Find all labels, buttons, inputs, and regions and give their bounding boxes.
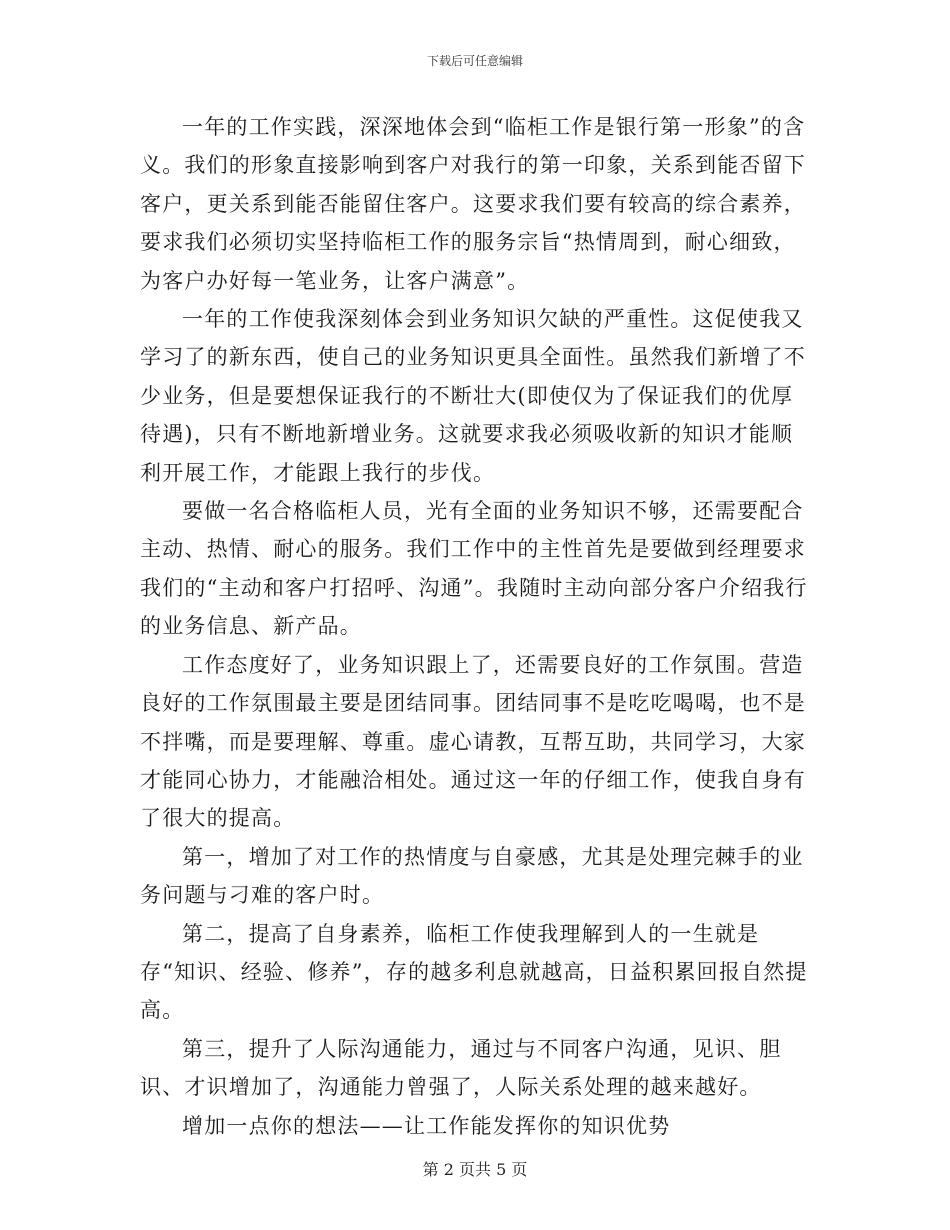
page-header: 下载后可任意编辑 xyxy=(426,54,523,68)
paragraph-closing-heading: 增加一点你的想法——让工作能发挥你的知识优势 xyxy=(182,1113,671,1138)
paragraph-point-three: 第三，提升了人际沟通能力，通过与不同客户沟通，见识、胆识、才识增加了，沟通能力曾强了，人际关系处理的越来越好。 xyxy=(140,1036,782,1100)
paragraph-business-knowledge: 一年的工作使我深刻体会到业务知识欠缺的严重性。这促使我又学习了的新东西，使自己的业务知识更具全面性。虽然我们新增了不少业务，但是要想保证我行的不断壮大(即使仅为了保证我们的优厚待遇)，只有不断地新增业务。这就要求我必须吸收新的知识才能顺利开展工作，才能跟上我行的步伐。 xyxy=(140,307,806,485)
paragraph-image-of-counter-work: 一年的工作实践，深深地体会到“临柜工作是银行第一形象”的含义。我们的形象直接影响到客户对我行的第一印象，关系到能否留下客户，更关系到能否能留住客户。这要求我们要有较高的综合素养，要求我们必须切实坚持临柜工作的服务宗旨“热情周到，耐心细致，为客户办好每一笔业务，让客户满意”。 xyxy=(140,115,806,293)
paragraph-service-attitude: 要做一名合格临柜人员，光有全面的业务知识不够，还需要配合主动、热情、耐心的服务。我们工作中的主性首先是要做到经理要求我们的“主动和客户打招呼、沟通”。我随时主动向部分客户介绍我行的业务信息、新产品。 xyxy=(140,499,808,639)
paragraph-work-atmosphere: 工作态度好了，业务知识跟上了，还需要良好的工作氛围。营造良好的工作氛围最主要是团结同事。团结同事不是吃吃喝喝，也不是不拌嘴，而是要理解、尊重。虚心请教，互帮互助，共同学习，大家才能同心协力，才能融洽相处。通过这一年的仔细工作，使我自身有了很大的提高。 xyxy=(140,652,806,831)
paragraph-point-one: 第一，增加了对工作的热情度与自豪感，尤其是处理完棘手的业务问题与刁难的客户时。 xyxy=(140,844,804,908)
page-number-footer: 第 2 页共 5 页 xyxy=(422,1160,528,1179)
document-body xyxy=(140,108,815,1145)
paragraph-point-two: 第二，提高了自身素养，临柜工作使我理解到人的一生就是存“知识、经验、修养”，存的越多利息就越高，日益积累回报自然提高。 xyxy=(140,921,808,1023)
